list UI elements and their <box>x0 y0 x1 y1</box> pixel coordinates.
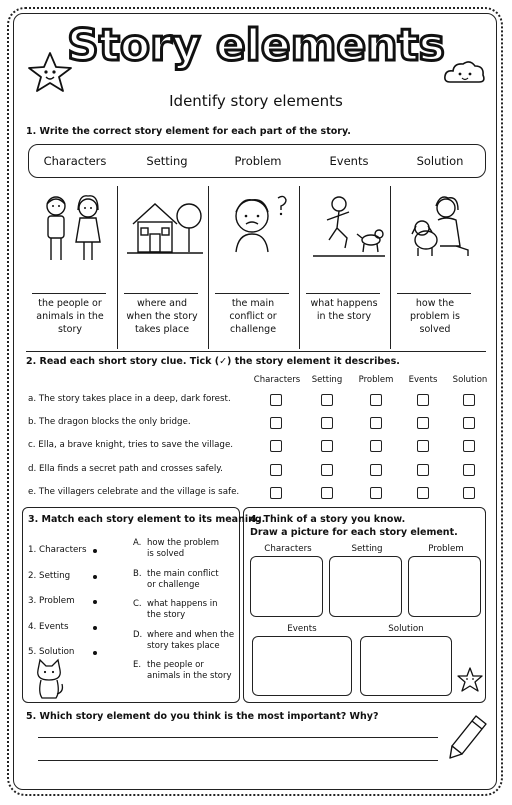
header-events: Events <box>329 154 369 168</box>
tick-box-setting[interactable] <box>321 487 333 499</box>
tick-box-characters[interactable] <box>270 464 282 476</box>
col-setting: Setting <box>311 375 343 385</box>
running-girl-dog-icon <box>309 190 387 268</box>
tick-box-solution[interactable] <box>463 417 475 429</box>
tick-box-problem[interactable] <box>370 417 382 429</box>
match-meaning: C. what happens in the story <box>133 599 218 620</box>
answer-line <box>306 293 380 294</box>
draw-label-setting: Setting <box>351 544 383 554</box>
tick-box-solution[interactable] <box>463 394 475 406</box>
pencil-icon <box>446 712 490 762</box>
match-meaning: D. where and when the story takes place <box>133 629 235 651</box>
writing-line[interactable] <box>38 760 438 761</box>
tick-box-setting[interactable] <box>321 440 333 452</box>
clue-row-text: e. The villagers celebrate and the village is safe. <box>28 486 240 497</box>
tick-box-setting[interactable] <box>321 394 333 406</box>
answer-line <box>124 293 198 294</box>
draw-box-events[interactable] <box>252 636 352 696</box>
tick-box-events[interactable] <box>417 440 429 452</box>
tick-box-solution[interactable] <box>463 487 475 499</box>
caption-problem: the main conflict or challenge <box>229 298 277 335</box>
header-solution: Solution <box>416 154 464 168</box>
col-solution: Solution <box>452 375 488 385</box>
draw-box-setting[interactable] <box>329 556 402 617</box>
match-element: 3. Problem <box>28 596 75 606</box>
tick-box-characters[interactable] <box>270 440 282 452</box>
column-divider <box>390 186 391 349</box>
tick-box-setting[interactable] <box>321 464 333 476</box>
small-star-icon <box>456 666 484 694</box>
worried-boy-icon <box>218 190 294 268</box>
cat-icon <box>32 658 66 700</box>
question-5-prompt: 5. Which story element do you think is the most important? Why? <box>26 711 379 722</box>
section-divider <box>26 351 486 352</box>
match-dot[interactable] <box>93 549 97 553</box>
match-meaning: E. the people or animals in the story <box>133 660 232 681</box>
tick-box-problem[interactable] <box>370 440 382 452</box>
tick-box-solution[interactable] <box>463 440 475 452</box>
clue-row-text: a. The story takes place in a deep, dark forest. <box>28 394 231 404</box>
tick-box-events[interactable] <box>417 417 429 429</box>
caption-setting: where and when the story takes place <box>126 298 198 335</box>
draw-label-problem: Problem <box>428 544 464 554</box>
match-meaning: B. the main conflict or challenge <box>133 568 219 590</box>
worksheet-title: Story elements <box>67 20 445 71</box>
match-element: 2. Setting <box>28 570 71 581</box>
tick-box-characters[interactable] <box>270 417 282 429</box>
question-4-prompt-1: 4. Think of a story you know. <box>250 514 406 525</box>
answer-line <box>215 293 289 294</box>
clue-row-text: c. Ella, a brave knight, tries to save the village. <box>28 440 234 451</box>
tick-box-characters[interactable] <box>270 394 282 406</box>
tick-box-problem[interactable] <box>370 464 382 476</box>
draw-box-characters[interactable] <box>250 556 323 617</box>
answer-line <box>397 293 471 294</box>
match-meaning: A. how the problem is solved <box>133 538 220 559</box>
writing-line[interactable] <box>38 737 438 738</box>
question-1-prompt: 1. Write the correct story element for each part of the story. <box>26 126 351 137</box>
house-icon <box>125 190 205 268</box>
clue-row-text: b. The dragon blocks the only bridge. <box>28 417 191 428</box>
draw-box-solution[interactable] <box>360 636 452 696</box>
tick-box-problem[interactable] <box>370 487 382 499</box>
tick-box-events[interactable] <box>417 487 429 499</box>
header-characters: Characters <box>43 154 107 168</box>
answer-line <box>32 293 106 294</box>
question-3-prompt: 3. Match each story element to its meaning. <box>28 514 266 525</box>
match-dot[interactable] <box>93 600 97 604</box>
caption-events: what happens in the story <box>310 298 378 322</box>
worksheet-subtitle: Identify story elements <box>169 92 343 110</box>
col-problem: Problem <box>358 375 394 385</box>
caption-solution: how the problem is solved <box>410 298 460 335</box>
draw-box-problem[interactable] <box>408 556 481 617</box>
column-divider <box>208 186 209 349</box>
draw-label-solution: Solution <box>388 624 424 634</box>
match-dot[interactable] <box>93 575 97 579</box>
column-divider <box>117 186 118 349</box>
tick-box-problem[interactable] <box>370 394 382 406</box>
col-events: Events <box>408 375 438 385</box>
match-element: 1. Characters <box>28 545 87 555</box>
question-2-prompt: 2. Read each short story clue. Tick (✓) the story element it describes. <box>26 356 400 367</box>
tick-box-solution[interactable] <box>463 464 475 476</box>
caption-characters: the people or animals in the story <box>36 298 104 335</box>
tick-box-events[interactable] <box>417 394 429 406</box>
column-divider <box>299 186 300 349</box>
tick-box-events[interactable] <box>417 464 429 476</box>
match-element: 4. Events <box>28 621 69 632</box>
match-element: 5. Solution <box>28 647 75 657</box>
header-problem: Problem <box>234 154 282 168</box>
draw-label-events: Events <box>287 624 317 634</box>
tick-box-setting[interactable] <box>321 417 333 429</box>
col-characters: Characters <box>253 375 301 385</box>
children-icon <box>34 190 114 268</box>
clue-row-text: d. Ella finds a secret path and crosses safely. <box>28 463 223 474</box>
girl-hugging-dog-icon <box>400 190 480 268</box>
tick-box-characters[interactable] <box>270 487 282 499</box>
match-dot[interactable] <box>93 626 97 630</box>
question-4-prompt-2: Draw a picture for each story element. <box>250 527 458 538</box>
match-dot[interactable] <box>93 651 97 655</box>
draw-label-characters: Characters <box>264 544 312 554</box>
header-setting: Setting <box>146 154 188 168</box>
